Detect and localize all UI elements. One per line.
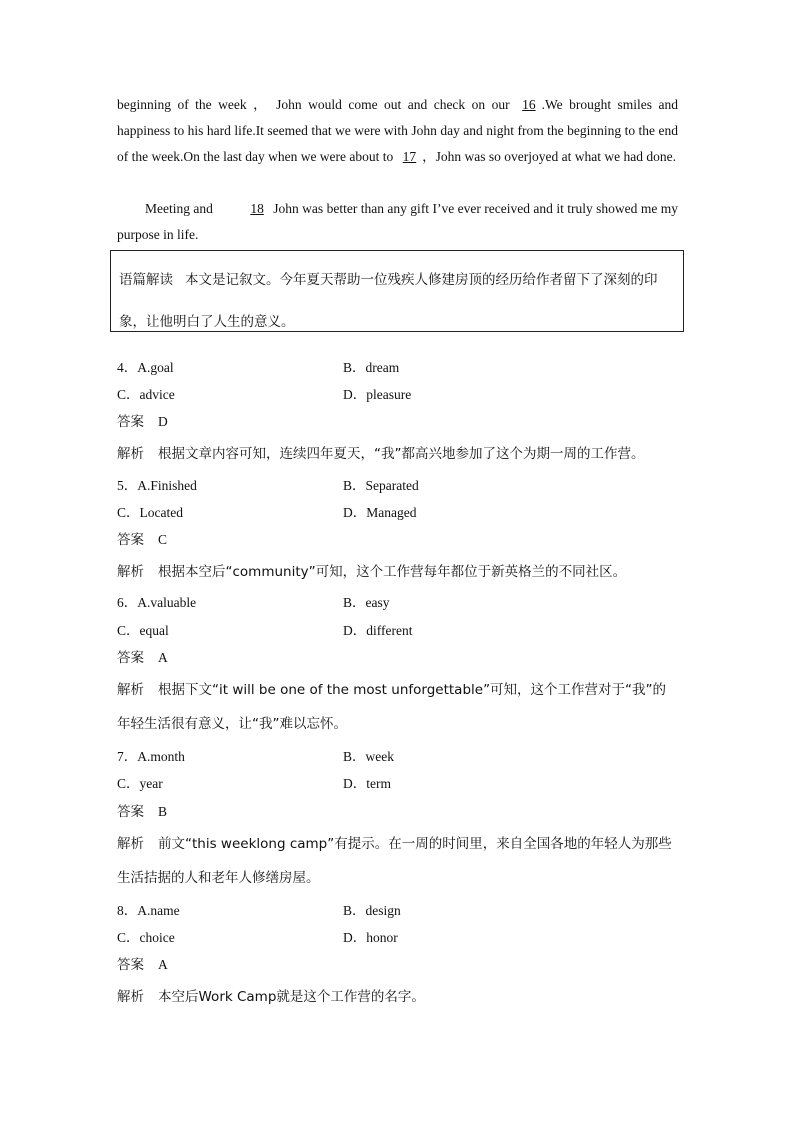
question-5-explanation: [117, 555, 678, 589]
blank-18: 18: [250, 201, 264, 216]
summary-text: 本文是记叙文。今年夏天帮助一位残疾人修建房顶的经历给作者留下了深刻的印象，让他明白了人生的意义。: [119, 272, 658, 330]
option-a: 5．A.Finished: [117, 478, 197, 493]
question-7-answer: [117, 802, 678, 822]
passage-text: Meeting and: [145, 201, 217, 216]
explanation-text: 根据本空后“community”可知，这个工作营每年都位于新英格兰的不同社区。: [158, 564, 627, 580]
explanation-text: 本空后Work Camp就是这个工作营的名字。: [158, 989, 425, 1005]
question-5-options-row-1: [117, 476, 678, 496]
answer-value: A: [158, 650, 168, 665]
answer-value: D: [158, 414, 168, 429]
explanation-label: 解析: [117, 682, 144, 698]
passage-text: ，John was so overjoyed at what we had done.: [422, 149, 676, 164]
answer-value: C: [158, 532, 168, 547]
answer-label: 答案: [117, 957, 144, 973]
question-7-options-row-1: [117, 747, 678, 767]
answer-label: 答案: [117, 414, 144, 430]
option-c: C．Located: [117, 505, 183, 520]
option-c: C．choice: [117, 930, 175, 945]
option-d: D．different: [343, 623, 413, 638]
answer-value: A: [158, 957, 168, 972]
question-5-answer: [117, 530, 678, 550]
option-d: D．Managed: [343, 505, 417, 520]
blank-16: 16: [522, 97, 536, 112]
option-a: 8．A.name: [117, 903, 180, 918]
question-8-options-row-2: [117, 928, 678, 948]
option-d: D．term: [343, 776, 391, 791]
question-4-explanation: [117, 437, 678, 471]
passage-text: John was better than any gift I’ve ever received and it truly showed me my purpose in life.: [117, 201, 678, 242]
answer-value: B: [158, 804, 168, 819]
option-d: D．honor: [343, 930, 398, 945]
option-c: C．equal: [117, 623, 169, 638]
option-b: B．easy: [343, 595, 390, 610]
question-8-answer: [117, 955, 678, 975]
question-6-options-row-1: [117, 593, 678, 613]
question-7-options-row-2: [117, 774, 678, 794]
passage-text: .We brought smiles and happiness to his hard life.It seemed that we were with John day and night from the beginning to the end of the week.On the last day when we were about to: [117, 97, 678, 164]
question-4-options-row-1: [117, 358, 678, 378]
explanation-text: 根据文章内容可知，连续四年夏天，“我”都高兴地参加了这个为期一周的工作营。: [158, 446, 645, 462]
explanation-label: 解析: [117, 836, 144, 852]
explanation-label: 解析: [117, 989, 144, 1005]
option-b: B．week: [343, 749, 394, 764]
option-a: 6．A.valuable: [117, 595, 197, 610]
passage-paragraph-2: [117, 196, 678, 248]
option-b: B．dream: [343, 360, 400, 375]
option-a: 7．A.month: [117, 749, 185, 764]
passage-text: beginning of the week ， John would come out and check on our: [117, 97, 517, 112]
explanation-label: 解析: [117, 564, 144, 580]
option-c: C．year: [117, 776, 163, 791]
option-b: B．Separated: [343, 478, 419, 493]
answer-label: 答案: [117, 532, 144, 548]
explanation-text: 前文“this weeklong camp”有提示。在一周的时间里，来自全国各地的年轻人为那些生活拮据的人和老年人修缮房屋。: [117, 836, 672, 886]
question-4-answer: [117, 412, 678, 432]
option-b: B．design: [343, 903, 401, 918]
blank-17: 17: [402, 149, 417, 164]
option-d: D．pleasure: [343, 387, 412, 402]
option-a: 4．A.goal: [117, 360, 174, 375]
option-c: C．advice: [117, 387, 175, 402]
question-8-explanation: [117, 980, 678, 1014]
question-6-explanation: [117, 673, 678, 741]
summary-box: [110, 250, 684, 332]
explanation-text: 根据下文“it will be one of the most unforgettable”可知，这个工作营对于“我”的年轻生活很有意义，让“我”难以忘怀。: [117, 682, 667, 732]
question-5-options-row-2: [117, 503, 678, 523]
passage-paragraph-1: [117, 92, 678, 170]
question-8-options-row-1: [117, 901, 678, 921]
question-4-options-row-2: [117, 385, 678, 405]
explanation-label: 解析: [117, 446, 144, 462]
question-6-answer: [117, 648, 678, 668]
question-6-options-row-2: [117, 621, 678, 641]
question-7-explanation: [117, 827, 678, 895]
answer-label: 答案: [117, 804, 144, 820]
answer-label: 答案: [117, 650, 144, 666]
summary-label: 语篇解读: [119, 272, 173, 288]
